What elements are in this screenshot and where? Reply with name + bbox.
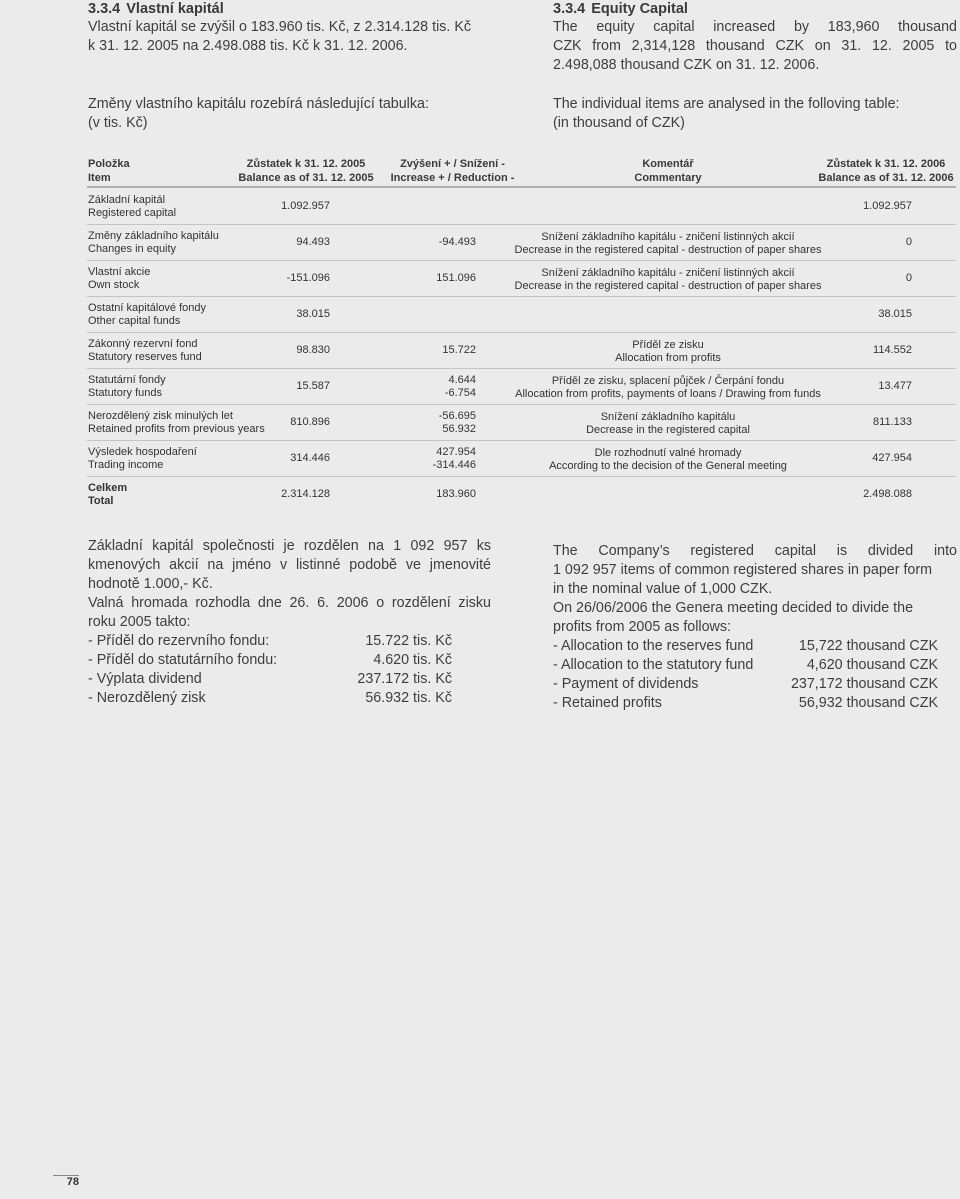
header-change-en: Increase + / Reduction - (390, 172, 515, 184)
header-balance-2006 (806, 157, 960, 185)
en-intro-line: CZK from 2,314,128 thousand CZK on 31. 12. 2005 to (553, 38, 957, 54)
distribution-item (553, 675, 957, 694)
distribution-item (88, 632, 491, 651)
row-item-cz: Celkem (88, 482, 128, 494)
cz-body-line: kmenových akcií na jméno v listinné podobě ve jmenovité (88, 557, 491, 573)
cz-intro-line: Vlastní kapitál se zvýšil o 183.960 tis. Kč, z 2.314.128 tis. Kč (88, 19, 472, 35)
cz-body-line: roku 2005 takto: (88, 614, 191, 630)
row-balance-2005: 38.015 (296, 308, 330, 320)
row-change-value: 183.960 (436, 488, 476, 500)
row-comment-cz: Příděl ze zisku, splacení půjček / Čerpání fondu (551, 375, 785, 387)
header-change-cz: Zvýšení + / Snížení - (400, 158, 505, 170)
row-change-value-2: 56.932 (442, 422, 476, 435)
en-body-line: The Company’s registered capital is divided into (553, 543, 957, 559)
en-table-intro (553, 95, 957, 133)
row-item-label (88, 374, 166, 399)
header-item (88, 157, 130, 185)
row-balance-2005: 94.493 (296, 236, 330, 248)
row-change (396, 410, 476, 435)
row-comment-en: According to the decision of the General meeting (549, 459, 787, 472)
row-comment-en: Decrease in the registered capital - destruction of paper shares (514, 243, 822, 256)
en-section-heading (553, 0, 688, 18)
row-comment (490, 267, 846, 292)
row-balance-2005: 314.446 (290, 452, 330, 464)
row-item-en: Own stock (88, 278, 140, 291)
row-balance-2006: 0 (905, 236, 912, 248)
header-item-cz: Položka (88, 158, 130, 170)
row-change-value: 427.954 (436, 446, 476, 458)
row-item-label (88, 230, 219, 255)
en-body (553, 542, 957, 713)
distribution-item (553, 694, 957, 713)
cz-heading-number: 3.3.4 (88, 1, 121, 17)
header-item-en: Item (88, 172, 111, 184)
row-change (396, 344, 476, 357)
cz-table-intro-unit: (v tis. Kč) (88, 115, 148, 131)
row-change (396, 272, 476, 285)
row-change-value: -94.493 (438, 236, 476, 248)
header-balance-2005-en: Balance as of 31. 12. 2005 (238, 172, 374, 184)
row-item-cz: Zákonný rezervní fond (88, 338, 198, 350)
header-balance-2005 (228, 157, 384, 185)
distribution-label: - Příděl do rezervního fondu: (88, 633, 270, 649)
row-balance-2005: 2.314.128 (281, 488, 330, 500)
en-body-line: profits from 2005 as follows: (553, 619, 731, 635)
distribution-label: - Payment of dividends (553, 676, 699, 692)
row-item-cz: Základní kapitál (88, 194, 166, 206)
row-balance-2006: 0 (905, 272, 912, 284)
row-comment (490, 375, 846, 400)
row-balance-2006: 811.133 (873, 416, 912, 428)
en-body-line: On 26/06/2006 the Genera meeting decided to divide the (553, 600, 914, 616)
distribution-label: - Allocation to the statutory fund (553, 657, 754, 673)
row-change (396, 446, 476, 471)
distribution-label: - Výplata dividend (88, 671, 202, 687)
row-divider (87, 476, 956, 477)
header-balance-2006-cz: Zůstatek k 31. 12. 2006 (826, 158, 946, 170)
distribution-value: 56,932 thousand CZK (798, 695, 938, 711)
row-change-value-2: -314.446 (432, 458, 476, 471)
cz-body-line: Základní kapitál společnosti je rozdělen na 1 092 957 ks (88, 538, 491, 554)
row-item-en: Other capital funds (88, 314, 181, 327)
row-change (396, 374, 476, 399)
en-table-intro-unit: (in thousand of CZK) (553, 115, 685, 131)
row-item-en: Total (88, 494, 114, 507)
distribution-item (88, 670, 491, 689)
en-heading-number: 3.3.4 (553, 1, 586, 17)
cz-table-intro-line: Změny vlastního kapitálu rozebírá následující tabulka: (88, 96, 429, 112)
page-number-box (53, 1175, 79, 1194)
cz-heading-title: Vlastní kapitál (126, 1, 224, 17)
distribution-value: 237,172 thousand CZK (790, 676, 938, 692)
row-item-cz: Vlastní akcie (88, 266, 151, 278)
row-balance-2005: -151.096 (286, 272, 330, 284)
row-change-value-2: -6.754 (444, 386, 476, 399)
row-divider (87, 368, 956, 369)
row-comment-en: Allocation from profits, payments of loans / Drawing from funds (515, 387, 821, 400)
distribution-value: 4,620 thousand CZK (806, 657, 938, 673)
row-balance-2005: 15.587 (296, 380, 330, 392)
row-item-label (88, 266, 150, 291)
distribution-value: 56.932 tis. Kč (365, 690, 452, 706)
row-balance-2005: 810.896 (290, 416, 330, 428)
distribution-label: - Retained profits (553, 695, 662, 711)
cz-body-line: Valná hromada rozhodla dne 26. 6. 2006 o rozdělení zisku (88, 595, 491, 611)
cz-body (88, 537, 491, 708)
header-comment-en: Commentary (634, 172, 702, 184)
distribution-value: 237.172 tis. Kč (357, 671, 452, 687)
row-change (396, 488, 476, 501)
row-item-cz: Změny základního kapitálu (88, 230, 219, 242)
row-balance-2006: 2.498.088 (863, 488, 912, 500)
en-table-intro-line: The individual items are analysed in the folloving table: (553, 96, 900, 112)
row-item-cz: Statutární fondy (88, 374, 166, 386)
row-item-label (88, 410, 265, 435)
distribution-value: 4.620 tis. Kč (373, 652, 452, 668)
row-comment-cz: Snížení základního kapitálu (600, 411, 736, 423)
row-item-en: Statutory reserves fund (88, 350, 202, 363)
row-comment-cz: Snížení základního kapitálu - zničení listinných akcií (541, 231, 795, 243)
row-balance-2006: 38.015 (878, 308, 912, 320)
row-balance-2006: 13.477 (878, 380, 912, 392)
distribution-item (88, 651, 491, 670)
header-comment (590, 157, 746, 185)
cz-intro-line: k 31. 12. 2005 na 2.498.088 tis. Kč k 31. 12. 2006. (88, 38, 408, 54)
distribution-item (88, 689, 491, 708)
distribution-item (553, 637, 957, 656)
en-distribution-list (553, 637, 957, 713)
row-balance-2006: 114.552 (873, 344, 912, 356)
row-change (396, 236, 476, 249)
distribution-value: 15,722 thousand CZK (798, 638, 938, 654)
distribution-label: - Příděl do statutárního fondu: (88, 652, 278, 668)
row-item-cz: Ostatní kapitálové fondy (88, 302, 207, 314)
en-intro-line: The equity capital increased by 183,960 thousand (553, 19, 957, 35)
row-item-en: Trading income (88, 458, 164, 471)
en-body-line: in the nominal value of 1,000 CZK. (553, 581, 773, 597)
en-intro (553, 18, 957, 75)
row-item-en: Changes in equity (88, 242, 177, 255)
row-item-label (88, 446, 197, 471)
row-comment (490, 231, 846, 256)
header-comment-cz: Komentář (642, 158, 694, 170)
row-comment-cz: Dle rozhodnutí valné hromady (594, 447, 742, 459)
row-item-label (88, 482, 127, 507)
header-balance-2006-en: Balance as of 31. 12. 2006 (818, 172, 954, 184)
row-comment-en: Allocation from profits (615, 351, 721, 364)
row-change-value: 151.096 (436, 272, 476, 284)
row-comment (490, 447, 846, 472)
row-change-value: -56.695 (438, 410, 476, 422)
row-divider (87, 260, 956, 261)
row-item-en: Retained profits from previous years (88, 422, 265, 435)
row-change-value: 15.722 (442, 344, 476, 356)
row-change-value: 4.644 (448, 374, 476, 386)
en-intro-line: 2.498,088 thousand CZK on 31. 12. 2006. (553, 57, 820, 73)
row-comment (490, 411, 846, 436)
row-balance-2005: 1.092.957 (281, 200, 330, 212)
row-comment-en: Decrease in the registered capital (586, 423, 750, 436)
row-item-cz: Výsledek hospodaření (88, 446, 197, 458)
row-comment-cz: Snížení základního kapitálu - zničení listinných akcií (541, 267, 795, 279)
en-body-line: 1 092 957 items of common registered shares in paper form (553, 562, 933, 578)
row-divider (87, 404, 956, 405)
distribution-label: - Allocation to the reserves fund (553, 638, 754, 654)
distribution-item (553, 656, 957, 675)
row-divider (87, 332, 956, 333)
row-divider (87, 440, 956, 441)
row-item-label (88, 194, 176, 219)
cz-intro (88, 18, 508, 56)
header-divider (87, 186, 956, 188)
row-item-label (88, 338, 202, 363)
distribution-value: 15.722 tis. Kč (365, 633, 452, 649)
row-comment-en: Decrease in the registered capital - destruction of paper shares (514, 279, 822, 292)
header-balance-2005-cz: Zůstatek k 31. 12. 2005 (246, 158, 366, 170)
distribution-label: - Nerozdělený zisk (88, 690, 206, 706)
row-comment-cz: Příděl ze zisku (632, 339, 704, 351)
row-item-en: Registered capital (88, 206, 177, 219)
row-item-label (88, 302, 206, 327)
row-balance-2005: 98.830 (296, 344, 330, 356)
row-item-cz: Nerozdělený zisk minulých let (88, 410, 233, 422)
en-heading-title: Equity Capital (591, 1, 688, 17)
header-change (380, 157, 525, 185)
page-number: 78 (66, 1176, 79, 1188)
cz-body-line: hodnotě 1.000,- Kč. (88, 576, 213, 592)
row-balance-2006: 427.954 (872, 452, 912, 464)
cz-section-heading (88, 0, 224, 18)
row-divider (87, 296, 956, 297)
cz-table-intro (88, 95, 508, 133)
cz-distribution-list (88, 632, 491, 708)
row-comment (490, 339, 846, 364)
row-balance-2006: 1.092.957 (863, 200, 912, 212)
row-divider (87, 224, 956, 225)
row-item-en: Statutory funds (88, 386, 162, 399)
